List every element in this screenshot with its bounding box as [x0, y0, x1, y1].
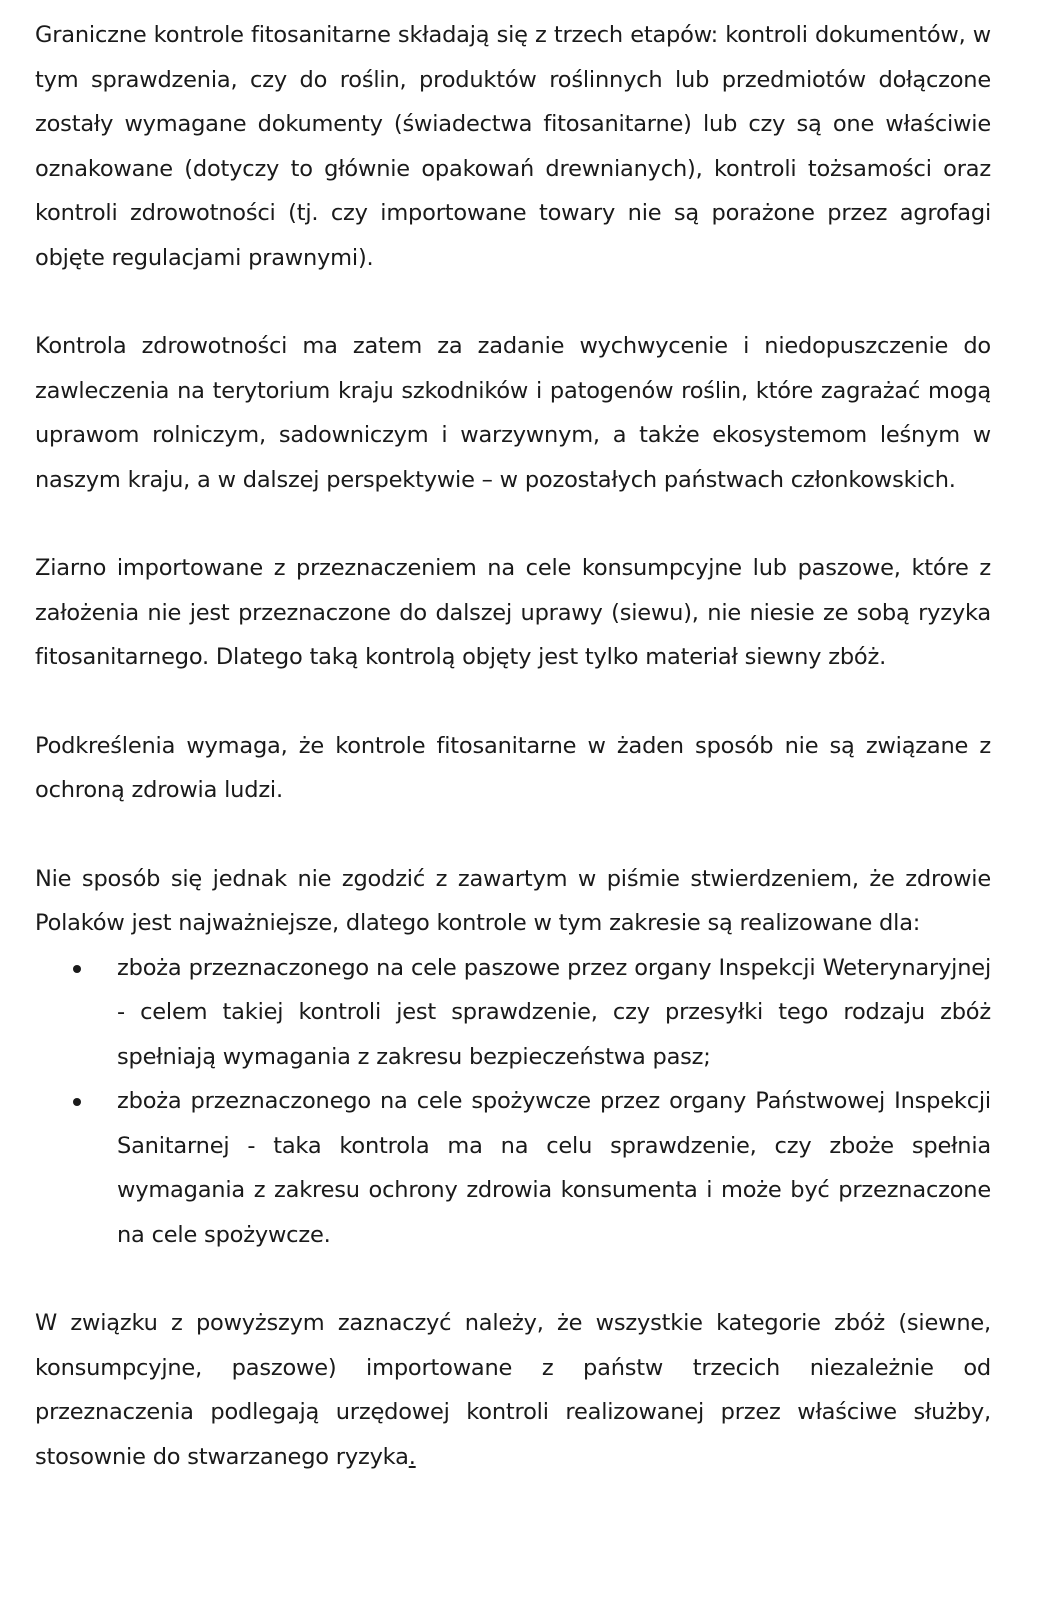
- paragraph-gap: [35, 1257, 991, 1301]
- paragraph-gap: [35, 813, 991, 857]
- list-item: [35, 946, 991, 1080]
- paragraph-human-health: Podkreślenia wymaga, że kontrole fitosanitarne w żaden sposób nie są związane z ochroną zdrowia ludzi.: [35, 732, 991, 803]
- paragraph-border-controls: Graniczne kontrole fitosanitarne składają się z trzech etapów: kontroli dokumentów, w tym sprawdzenia, czy do roślin, produktów roślinnych lub przedmiotów dołączone zostały wymagane dokumenty (świadectwa fitosanitarne) lub czy są one właściwie oznakowane (dotyczy to głównie opakowań drewnianych), kontroli tożsamości oraz kontroli zdrowotności (tj. czy importowane towary nie są porażone przez agrofagi objęte regulacjami prawnymi).: [35, 22, 991, 271]
- paragraph-gap: [35, 680, 991, 724]
- paragraph-controls-intro: Nie sposób się jednak nie zgodzić z zawartym w piśmie stwierdzeniem, że zdrowie Polaków jest najważniejsze, dlatego kontrole w tym zakresie są realizowane dla:: [35, 865, 991, 936]
- controls-list: [35, 946, 991, 1258]
- list-item-text: zboża przeznaczonego na cele paszowe przez organy Inspekcji Weterynaryjnej - celem takiej kontroli jest sprawdzenie, czy przesyłki tego rodzaju zbóż spełniają wymagania z zakresu bezpieczeństwa pasz;: [117, 954, 991, 1070]
- bullet-icon: [73, 1098, 81, 1106]
- paragraph-conclusion: [35, 1301, 991, 1479]
- paragraph-health-control: Kontrola zdrowotności ma zatem za zadanie wychwycenie i niedopuszczenie do zawleczenia na terytorium kraju szkodników i patogenów roślin, które zagrażać mogą uprawom rolniczym, sadowniczym i warzywnym, a także ekosystemom leśnym w naszym kraju, a w dalszej perspektywie – w pozostałych państwach członkowskich.: [35, 333, 991, 493]
- list-item: [35, 1079, 991, 1257]
- document-body: [35, 13, 991, 1479]
- paragraph-imported-grain: Ziarno importowane z przeznaczeniem na cele konsumpcyjne lub paszowe, które z założenia nie jest przeznaczone do dalszej uprawy (siewu), nie niesie ze sobą ryzyka fitosanitarnego. Dlatego taką kontrolą objęty jest tylko materiał siewny zbóż.: [35, 555, 991, 670]
- paragraph-gap: [35, 280, 991, 324]
- conclusion-text: W związku z powyższym zaznaczyć należy, że wszystkie kategorie zbóż (siewne, konsumpcyjne, paszowe) importowane z państw trzecich niezależnie od przeznaczenia podlegają urzędowej kontroli realizowanej przez właściwe służby, stosownie do stwarzanego ryzyka: [35, 1310, 991, 1470]
- list-item-text: zboża przeznaczonego na cele spożywcze przez organy Państwowej Inspekcji Sanitarnej - taka kontrola ma na celu sprawdzenie, czy zboże spełnia wymagania z zakresu ochrony zdrowia konsumenta i może być przeznaczone na cele spożywcze.: [117, 1088, 991, 1248]
- paragraph-gap: [35, 502, 991, 546]
- bullet-icon: [73, 965, 81, 973]
- conclusion-period: .: [408, 1443, 416, 1470]
